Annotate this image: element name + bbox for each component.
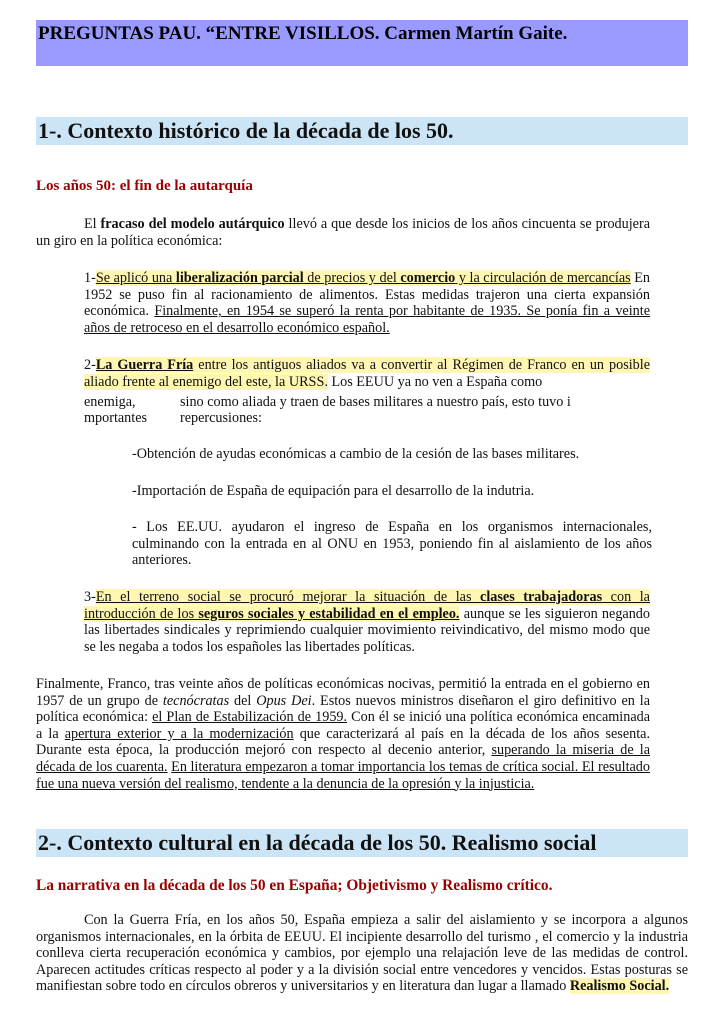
point-3-text-3: con la introducción de los <box>84 589 650 622</box>
bullet-2: -Importación de España de equipación para el desarrollo de la indutria. <box>132 483 535 499</box>
point-3-bold-1: clases trabajadoras <box>480 589 603 605</box>
final-text-3: del <box>229 692 257 709</box>
bullet-1: -Obtención de ayudas económicas a cambio de la cesión de las bases militares. <box>132 446 580 462</box>
point-2-line-3a: enemiga, <box>84 394 136 410</box>
final-underlined-2: apertura exterior y a la modernización <box>64 725 294 742</box>
point-2-line-3b: sino como aliada y traen de bases militares a nuestro país, esto tuvo i <box>180 394 571 410</box>
section-2-heading: 2-. Contexto cultural en la década de los 50. Realismo social <box>38 830 597 855</box>
point-3-paragraph <box>84 589 650 655</box>
document-title-bar <box>36 20 688 66</box>
point-2-line-4a: mportantes <box>84 410 148 426</box>
final-text-5: . Estos nuevos ministros diseñaron el giro definitivo en la política económica: <box>36 692 650 726</box>
final-underlined-3: superando la miseria de la década de los cuarenta. <box>36 742 651 775</box>
point-1-bold-2: comercio <box>400 270 456 286</box>
intro-text-a: El <box>84 216 101 232</box>
point-1-text-5: y la circulación de mercancías <box>455 270 631 286</box>
point-2-number: 2- <box>84 357 96 373</box>
section-2-heading-bar <box>36 829 688 857</box>
point-3-text-5: aunque se les siguieron negando las libertades sindicales y reprimiendo cualquier movimiento reivindicativo, del mismo modo que se les negaba a todos los españoles las libertades políticas. <box>84 605 650 655</box>
intro-paragraph <box>36 216 650 249</box>
section-1-heading-bar <box>36 117 688 145</box>
point-2-line-4b: repercusiones: <box>180 410 262 426</box>
point-3-bold-2: seguros sociales y estabilidad en el empleo. <box>198 605 460 622</box>
point-2-bold: La Guerra Fría <box>95 357 194 373</box>
final-text-7: Con él se inició una política económica encaminada a la <box>36 709 651 742</box>
section-2-paragraph <box>36 912 688 995</box>
final-text-9: que caracterizará al país en la década de los años sesenta. Durante esta época, la producción mejoró con respecto al decenio anterior, <box>36 725 650 759</box>
final-underlined-4: En literatura empezaron a tomar importancia los temas de crítica social. El resultado fue una nueva versión del realismo, tendente a la denuncia de la opresión y la injusticia. <box>36 758 650 792</box>
point-1-paragraph <box>84 270 650 336</box>
point-1-number: 1- <box>84 270 96 286</box>
intro-text-c: llevó a que desde los inicios de los años cincuenta se produjera un giro en la política económica: <box>36 216 651 249</box>
section-2-subheading: La narrativa en la década de los 50 en España; Objetivismo y Realismo crítico. <box>36 877 553 894</box>
point-1-bold-1: liberalización parcial <box>175 270 304 286</box>
section-1-subheading: Los años 50: el fin de la autarquía <box>36 178 253 194</box>
final-italic-2: Opus Dei <box>256 692 312 709</box>
final-paragraph <box>36 676 650 792</box>
final-text-1: Finalmente, Franco, tras veinte años de políticas económicas nocivas, permitió la entrada en el gobierno en 1957 de un grupo de <box>36 676 650 709</box>
section-2-bold: Realismo Social. <box>569 978 670 995</box>
final-underlined-1: el Plan de Estabilización de 1959. <box>152 709 348 726</box>
point-2-text-3: Los EEUU ya no ven a España como <box>327 373 543 390</box>
point-1-text-1: Se aplicó una <box>95 270 176 286</box>
point-2-paragraph <box>84 357 650 390</box>
document-title: PREGUNTAS PAU. “ENTRE VISILLOS. Carmen Martín Gaite. <box>38 23 568 44</box>
point-2-text-2: entre los antiguos aliados va a convertir al Régimen de Franco en un posible aliado frente al enemigo del este, la URSS. <box>84 357 650 390</box>
section-1-heading: 1-. Contexto histórico de la década de los 50. <box>38 118 454 143</box>
point-3-text-1: En el terreno social se procuró mejorar la situación de las <box>95 589 481 605</box>
intro-text-bold: fracaso del modelo autárquico <box>100 216 285 232</box>
final-italic-1: tecnócratas <box>162 692 230 709</box>
point-3-number: 3- <box>84 589 96 605</box>
point-1-highlight <box>96 270 631 286</box>
point-1-underlined: Finalmente, en 1954 se superó la renta por habitante de 1935. Se ponía fin a veinte años de retroceso en el desarrollo económico español. <box>84 303 651 336</box>
point-1-text-3: de precios y del <box>303 270 401 286</box>
bullet-3: - Los EE.UU. ayudaron el ingreso de España en los organismos internacionales, culminando con la entrada en al ONU en 1953, poniendo fin al aislamiento de los años anteriores. <box>132 519 652 569</box>
point-1-text-6: En 1952 se puso fin al racionamiento de alimentos. Estas medidas trajeron una cierta expansión económica. <box>84 270 651 320</box>
section-2-text: Con la Guerra Fría, en los años 50, España empieza a salir del aislamiento y se incorpora a algunos organismos internacionales, en la órbita de EEUU. El incipiente desarrollo del turismo , el comercio y la industria conlleva cierta recuperación económica y cambios, por ejemplo una relajación leve de las medidas de control. Aparecen actitudes críticas respecto al poder y a la división social entre vencedores y vencidos. Estas posturas se manifiestan sobre todo en círculos obreros y universitarios y en literatura dan lugar a llamado <box>36 912 688 995</box>
